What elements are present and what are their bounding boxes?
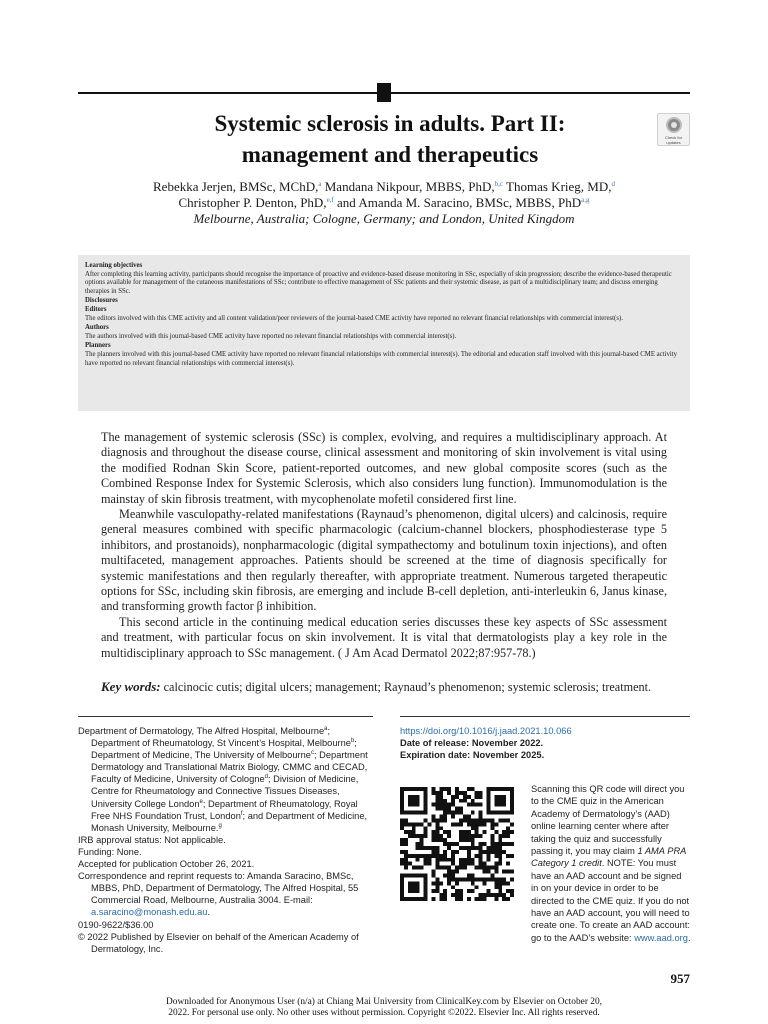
affiliation-text: ; Department of Medicine, The University of Melbourne [91,738,357,761]
qr-credit: 1 AMA PRA Category 1 credit [531,846,687,869]
authors-heading: Authors [85,324,109,332]
affiliation-sup: b [350,738,355,745]
header-rule [78,92,690,94]
qr-instructions [531,783,691,944]
correspondence-text: Correspondence and reprint requests to: Amanda Saracino, BMSc, MBBS, PhD, Department of Dermatology, The Alfred Hospital, 55 Commercial Road, Melbourne, Australia 3004. E-mail: [78,871,359,906]
author-krieg: Thomas Krieg, MD, [506,179,612,194]
author-sup: d [611,180,615,188]
keywords [101,679,691,695]
article-info [400,725,690,762]
abstract-paragraph-1: The management of systemic sclerosis (SSc) is complex, evolving, and requires a multidisciplinary approach. At diagnosis and throughout the disease course, clinical assessment and monitoring of skin involvement is vital using the modified Rodnan Skin Score, patient-reported outcomes, and new global composite scores (such as the Combined Response Index for Systemic Sclerosis, which also considers lung function). Immunomodulation is the mainstay of skin fibrosis treatment, with mycophenolate mofetil considered first line. [101,430,667,506]
author-nikpour: Mandana Nikpour, MBBS, PhD, [324,179,495,194]
author-saracino: and Amanda M. Saracino, BMSc, MBBS, PhD [337,195,582,210]
planners-heading: Planners [85,342,111,350]
author-sup: a [318,180,322,188]
affiliation-text: ; Department of Rheumatology, Royal Free NHS Foundation Trust, London [91,798,358,821]
author-line-2 [110,195,658,211]
abstract-paragraph-3: This second article in the continuing medical education series discusses these key aspects of SSc assessment and treatment, with particular focus on skin involvement. It is vital that dermatologists play a key role in the multidisciplinary approach to SSc management. ( J Am Acad Dermatol 2022;87:957-78.) [101,614,667,660]
affiliation-text: ; Department Dermatology and Translational Matrix Biology, CMMC and CECAD, Faculty of Medicine, University of Cologne [91,750,368,785]
editors-text: The editors involved with this CME activity and all content validation/peer reviewers of the journal-based CME activity have reported no relevant financial relationships with commercial interest(s). [85,314,623,322]
keywords-label: Key words: [101,679,161,694]
irb-status: IRB approval status: Not applicable. [78,834,226,845]
accepted-date: Accepted for publication October 26, 2021. [78,859,255,870]
expiration-date: Expiration date: November 2025. [400,750,545,761]
authors-text: The authors involved with this journal-based CME activity have reported no relevant financial relationships with commercial interest(s). [85,332,457,340]
cme-info-box [78,255,690,411]
affiliation-sup: e [199,798,203,805]
footnote-rule-left [78,716,373,717]
email-link[interactable]: a.saracino@monash.edu.au [91,907,208,918]
affiliation-text: ; Department of Rheumatology, St Vincent’s Hospital, Melbourne [91,726,351,749]
disclosures-heading: Disclosures [85,297,118,305]
title-line-2: management and therapeutics [241,142,539,167]
affiliation-sup: g [218,822,222,829]
title-line-1: Systemic sclerosis in adults. Part II: [214,111,566,136]
author-list [110,179,658,227]
download-notice [110,997,658,1019]
affiliation-sup: c [310,750,314,757]
affiliation-block [78,725,373,834]
qr-text-2: . NOTE: You must have an AAD account and be signed in on your device in order to be directed to the CME quiz. If you do not have an AAD account, you will need to create one. To create an AAD account: go to the AAD’s website: [531,858,691,943]
affiliation-text: ; and Department of Medicine, Monash University, Melbourne. [91,810,368,833]
badge-label-2: updates [666,140,681,145]
check-updates-icon [666,117,682,133]
aad-website-link[interactable]: www.aad.org [634,932,688,943]
article-title [130,108,650,170]
copyright: © 2022 Published by Elsevier on behalf of the American Academy of Dermatology, Inc. [78,931,359,954]
cme-quiz-qr-code[interactable] [400,787,514,901]
affiliation-sup: d [264,774,268,781]
objectives-text: After completing this learning activity, participants should recognise the importance of proactive and evidence-based disease monitoring in SSc, especially of skin progression; describe the evidence-based therapeutic options available for management of the cutaneous manifestations of SSc; contribute to effective management of SSc patients and their systemic disease, as part of a multidisciplinary team; and discuss emerging therapies in SSc. [85,270,672,295]
objectives-heading: Learning objectives [85,262,143,269]
planners-text: The planners involved with this journal-based CME activity have reported no relevant financial relationships with commercial interest(s). The editorial and education staff involved with this journal-based CME activity have reported no relevant financial relationships with commercial interest(s). [85,350,678,367]
abstract-paragraph-2: Meanwhile vasculopathy-related manifestations (Raynaud’s phenomenon, digital ulcers) and calcinosis, require general measures combined with specific pharmacologic (calcium-channel blockers, phosphodiesterase type 5 inhibitors, and prostanoids), nonpharmacologic (digital sympathectomy and botulinum toxin injections), and often multifaceted, management approaches. Patients should be screened at the time of diagnosis specifically for systemic manifestations and then regularly thereafter, with appropriate treatment. Numerous targeted therapeutic options for SSc, including skin fibrosis, are emerging and include B-cell depletion, anti-interleukin 6, Janus kinase, and transforming growth factor β inhibition. [101,507,667,614]
qr-text-1: Scanning this QR code will direct you to the CME quiz in the American Academy of Dermatology’s (AAD) online learning center where after taking the quiz and successfully passing it, you may claim [531,784,685,857]
funding: Funding: None. [78,846,142,857]
correspondence [78,870,373,918]
keywords-text: calcinocic cutis; digital ulcers; management; Raynaud’s phenomenon; systemic sclerosis; treatment. [163,680,652,694]
affiliation-sup: f [240,810,243,817]
author-denton: Christopher P. Denton, PhD, [178,195,327,210]
author-line-1 [110,179,658,195]
author-jerjen: Rebekka Jerjen, BMSc, MChD, [153,179,319,194]
author-locations: Melbourne, Australia; Cologne, Germany; and London, United Kingdom [193,211,575,226]
affiliation-text: Department of Dermatology, The Alfred Hospital, Melbourne [78,726,325,736]
affiliation-sup: a [324,726,328,732]
editors-heading: Editors [85,305,107,313]
download-notice-line-1: Downloaded for Anonymous User (n/a) at Chiang Mai University from ClinicalKey.com by Elsevier on October 20, [165,997,602,1007]
qr-text-3: . [687,932,691,943]
doi-link[interactable]: https://doi.org/10.1016/j.jaad.2021.10.066 [400,726,572,736]
affiliations-footnotes [78,725,373,955]
issn: 0190-9622/$36.00 [78,919,154,930]
release-date: Date of release: November 2022. [400,738,544,749]
abstract [101,430,667,661]
author-sup: b,c [494,180,504,188]
author-sup: e,f [326,196,334,204]
correspondence-end: . [207,907,211,918]
badge-label-1: Check for [664,135,683,140]
check-for-updates-badge[interactable] [657,113,690,146]
footnote-rule-right [400,716,690,717]
affiliation-text: ; Division of Medicine, Centre for Rheumatology and Connective Tissues Diseases, University College London [91,774,359,809]
download-notice-line-2: 2022. For personal use only. No other uses without permission. Copyright ©2022. Elsevier Inc. All rights reserved. [168,1008,600,1018]
page-number: 957 [670,971,690,986]
author-sup: a,g [581,196,590,204]
